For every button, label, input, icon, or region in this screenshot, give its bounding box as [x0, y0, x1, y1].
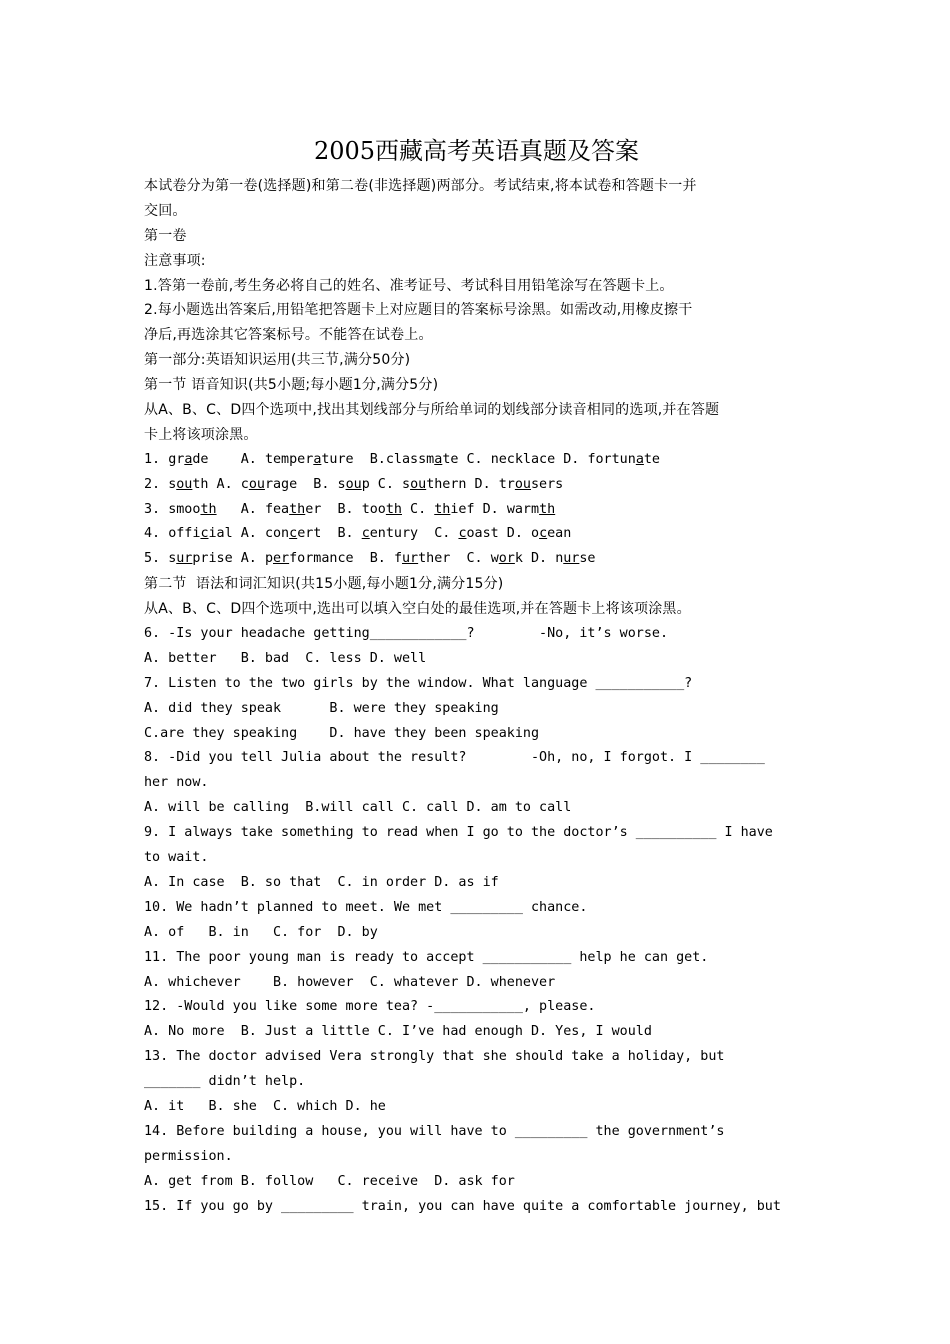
grammar-line: A. it B. she C. which D. he — [144, 1098, 386, 1114]
grammar-line: to wait. — [144, 850, 209, 866]
grammar-line: 11. The poor young man is ready to accept ___________ help he can get. — [144, 949, 709, 965]
grammar-line: A. In case B. so that C. in order D. as if — [144, 874, 499, 890]
section2-title: 第二节 语法和词汇知识(共15小题,每小题1分,满分15分) — [144, 576, 504, 593]
word-part: gr — [168, 451, 185, 467]
grammar-line: her now. — [144, 775, 209, 791]
option-word-D — [555, 551, 595, 566]
word-part: formance — [289, 551, 354, 567]
word-part: ief — [450, 501, 475, 517]
section2-instruction: 从A、B、C、D四个选项中,选出可以填入空白处的最佳选项,并在答题卡上将该项涂黑。 — [144, 601, 691, 618]
grammar-line: A. did they speak B. were they speaking — [144, 700, 499, 716]
intro-line-1: 本试卷分为第一卷(选择题)和第二卷(非选择题)两部分。考试结束,将本试卷和答题卡一并 — [144, 178, 697, 194]
word-part: rage — [264, 476, 298, 492]
option-letter: D. — [466, 476, 499, 492]
option-letter: A. — [232, 526, 265, 542]
option-word-A — [265, 452, 354, 467]
target-word — [168, 452, 208, 467]
grammar-line: A. better B. bad C. less D. well — [144, 650, 427, 666]
underlined-sound: ur — [402, 551, 419, 567]
phonetics-question-1 — [144, 448, 809, 473]
underlined-sound: ur — [176, 551, 193, 567]
word-part: ial — [208, 526, 233, 542]
option-letter: A. — [208, 451, 265, 467]
document-page — [144, 132, 809, 1219]
word-part: s — [402, 476, 411, 492]
word-part: ean — [547, 526, 572, 542]
word-part: te — [442, 451, 459, 467]
grammar-line: 14. Before building a house, you will have to _________ the government’s — [144, 1123, 725, 1139]
word-part: n — [555, 551, 564, 567]
underlined-sound: c — [361, 526, 370, 542]
grammar-line: 6. -Is your headache getting____________? -No, it’s worse. — [144, 626, 669, 642]
option-letter: C. — [458, 451, 491, 467]
grammar-line: 13. The doctor advised Vera strongly that she should take a holiday, but — [144, 1049, 725, 1065]
option-word-A — [265, 502, 321, 517]
option-word-B — [394, 551, 450, 566]
option-letter: D. — [522, 551, 556, 567]
word-part: sers — [531, 476, 564, 492]
word-part: ture — [321, 451, 354, 467]
word-part: warm — [506, 501, 540, 517]
option-letter: D. — [555, 451, 588, 467]
word-part: k — [514, 551, 523, 567]
grammar-line: A. No more B. Just a little C. I’ve had enough D. Yes, I would — [144, 1024, 652, 1040]
underlined-sound: th — [289, 501, 306, 517]
option-letter: C. — [418, 526, 459, 542]
word-part: er — [305, 501, 322, 517]
option-letter: B. — [297, 476, 338, 492]
option-word-C — [402, 477, 467, 492]
underlined-sound: ou — [248, 476, 265, 492]
option-letter: D. — [498, 526, 531, 542]
option-word-D — [507, 502, 555, 517]
note-2-line-1: 2.每小题选出答案后,用铅笔把答题卡上对应题目的答案标号涂黑。如需改动,用橡皮擦干 — [144, 302, 693, 319]
option-word-C — [458, 526, 498, 541]
intro-line-2: 交回。 — [144, 202, 187, 219]
underlined-sound: c — [539, 526, 548, 542]
underlined-sound: ou — [176, 476, 193, 492]
word-part: s — [168, 551, 177, 567]
underlined-sound: th — [200, 501, 217, 517]
grammar-line: C.are they speaking D. have they been speaking — [144, 725, 540, 741]
question-number: 1. — [144, 451, 169, 467]
option-letter: B. — [353, 551, 394, 567]
underlined-sound: ur — [563, 551, 580, 567]
word-part: too — [361, 501, 386, 517]
option-letter: B. — [353, 451, 386, 467]
word-part: c — [240, 476, 249, 492]
option-letter: C. — [450, 551, 491, 567]
word-part: ert — [297, 526, 322, 542]
word-part: temper — [264, 451, 314, 467]
note-2-line-2: 净后,再选涂其它答案标号。不能答在试卷上。 — [144, 327, 433, 344]
option-word-C — [491, 551, 523, 566]
word-part: con — [264, 526, 290, 542]
grammar-line: 12. -Would you like some more tea? -___________, please. — [144, 999, 596, 1015]
target-word — [168, 502, 216, 517]
underlined-sound: th — [385, 501, 402, 517]
option-letter: C. — [369, 476, 402, 492]
grammar-line: 7. Listen to the two girls by the window. What language ___________? — [144, 675, 693, 691]
underlined-sound: th — [539, 501, 556, 517]
option-word-C — [491, 452, 556, 467]
word-part: p — [361, 476, 370, 492]
word-part: de — [192, 451, 209, 467]
grammar-line: 8. -Did you tell Julia about the result? -Oh, no, I forgot. I ________ — [144, 750, 765, 766]
grammar-line: A. of B. in C. for D. by — [144, 924, 378, 940]
note-1: 1.答第一卷前,考生务必将自己的姓名、准考证号、考试科目用铅笔涂写在答题卡上。 — [144, 277, 674, 294]
grammar-line: permission. — [144, 1148, 233, 1164]
section1-title: 第一节 语音知识(共5小题;每小题1分,满分5分) — [144, 377, 439, 394]
underlined-sound: a — [313, 451, 322, 467]
question-number: 3. — [144, 501, 169, 517]
phonetics-question-2 — [144, 473, 809, 498]
word-part: oast — [466, 526, 499, 542]
option-letter: B. — [321, 526, 362, 542]
question-number: 5. — [144, 551, 169, 567]
word-part: smoo — [168, 501, 201, 517]
option-word-C — [434, 502, 474, 517]
grammar-line: 9. I always take something to read when I go to the doctor’s __________ I have — [144, 825, 773, 841]
option-letter: D. — [474, 501, 507, 517]
option-word-B — [362, 526, 418, 541]
word-part: fortun — [587, 451, 636, 467]
option-word-A — [265, 526, 321, 541]
word-part: ther — [418, 551, 451, 567]
underlined-sound: c — [200, 526, 209, 542]
underlined-sound: ou — [345, 476, 362, 492]
option-word-A — [265, 551, 354, 566]
underlined-sound: c — [458, 526, 467, 542]
word-part: f — [393, 551, 402, 567]
phonetics-question-5 — [144, 547, 809, 572]
underlined-sound: a — [184, 451, 193, 467]
grammar-line: A. will be calling B.will call C. call D. am to call — [144, 800, 572, 816]
phonetics-question-4 — [144, 522, 809, 547]
underlined-sound: ou — [514, 476, 531, 492]
option-letter: B. — [321, 501, 362, 517]
word-part: entury — [369, 526, 419, 542]
underlined-sound: c — [289, 526, 298, 542]
option-word-B — [362, 502, 402, 517]
word-part: prise — [192, 551, 233, 567]
phonetics-question-3 — [144, 498, 809, 523]
underlined-sound: th — [434, 501, 451, 517]
target-word — [168, 477, 208, 492]
word-part: necklace — [490, 451, 556, 467]
grammar-line: A. get from B. follow C. receive D. ask for — [144, 1173, 515, 1189]
word-part: s — [337, 476, 346, 492]
underlined-sound: a — [434, 451, 443, 467]
word-part: offi — [168, 526, 201, 542]
notes-label: 注意事项: — [144, 252, 206, 269]
option-letter: A. — [208, 476, 241, 492]
grammar-line: 15. If you go by _________ train, you can have quite a comfortable journey, but — [144, 1198, 781, 1214]
option-letter: A. — [216, 501, 265, 517]
option-word-D — [531, 526, 571, 541]
word-part: te — [643, 451, 660, 467]
option-word-B — [338, 477, 370, 492]
option-word-A — [241, 477, 297, 492]
underlined-sound: er — [273, 551, 290, 567]
word-part: p — [264, 551, 273, 567]
word-part: se — [579, 551, 596, 567]
word-part: tr — [498, 476, 515, 492]
target-word — [168, 551, 233, 566]
word-part: fea — [264, 501, 290, 517]
word-part: classm — [385, 451, 435, 467]
word-part: thern — [426, 476, 467, 492]
option-word-D — [499, 477, 564, 492]
underlined-sound: ou — [410, 476, 427, 492]
phonetics-questions — [144, 448, 809, 572]
part1-label: 第一卷 — [144, 227, 187, 244]
section1-instruction-2: 卡上将该项涂黑。 — [144, 426, 258, 443]
grammar-questions — [144, 622, 809, 1219]
question-number: 4. — [144, 526, 169, 542]
grammar-line: A. whichever B. however C. whatever D. whenever — [144, 974, 556, 990]
grammar-line: 10. We hadn’t planned to meet. We met _________ chance. — [144, 899, 588, 915]
word-part: w — [490, 551, 499, 567]
document-title: 2005西藏高考英语真题及答案 — [313, 137, 640, 165]
section-part1-heading: 第一部分:英语知识运用(共三节,满分50分) — [144, 352, 411, 369]
section1-instruction-1: 从A、B、C、D四个选项中,找出其划线部分与所给单词的划线部分读音相同的选项,并在答题 — [144, 402, 720, 419]
option-letter: C. — [402, 501, 435, 517]
underlined-sound: or — [498, 551, 515, 567]
word-part: th — [192, 476, 209, 492]
question-number: 2. — [144, 476, 169, 492]
word-part: s — [168, 476, 177, 492]
option-word-D — [587, 452, 660, 467]
grammar-line: _______ didn’t help. — [144, 1074, 306, 1090]
underlined-sound: a — [635, 451, 644, 467]
word-part: o — [531, 526, 540, 542]
option-letter: A. — [232, 551, 265, 567]
option-word-B — [386, 452, 459, 467]
target-word — [168, 526, 233, 541]
